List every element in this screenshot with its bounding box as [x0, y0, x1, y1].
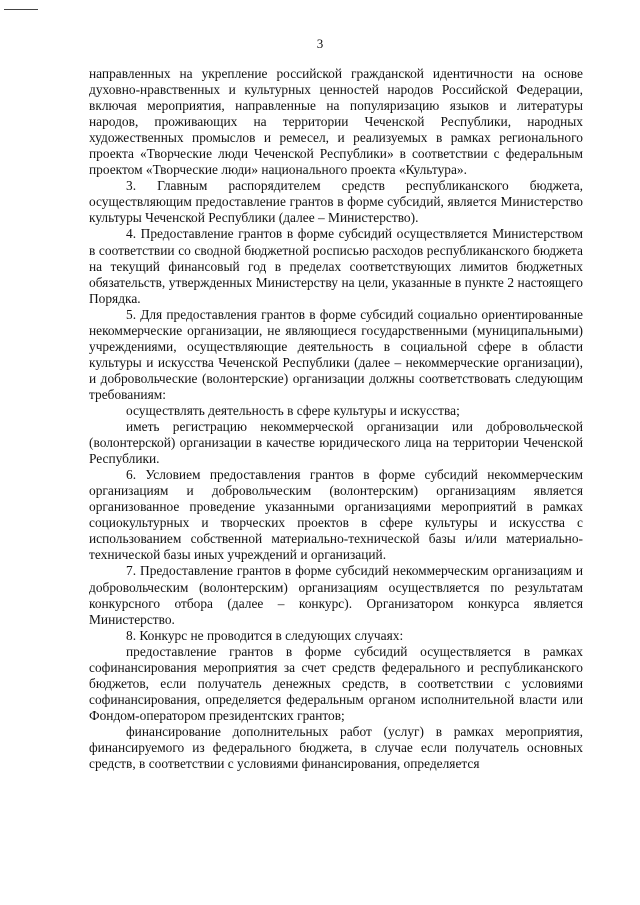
document-body: [89, 66, 583, 772]
paragraph-intro-continuation: направленных на укрепление российской гражданской идентичности на основе духовно-нравственных и культурных ценностей народов Российской Федерации, включая мероприятия, направленные на популяризацию языков и литературы народов, проживающих на территории Чеченской Республики, народных художественных промыслов и ремесел, и реализуемых в рамках регионального проекта «Творческие люди Чеченской Республики» в соответствии с федеральным проектом «Творческие люди» национального проекта «Культура».: [89, 66, 583, 178]
paragraph-requirement-2: иметь регистрацию некоммерческой организации или добровольческой (волонтерской) организации в качестве юридического лица на территории Чеченской Республики.: [89, 419, 583, 467]
paragraph-item-7: 7. Предоставление грантов в форме субсидий некоммерческим организациям и добровольческим (волонтерским) организациям осуществляется по результатам конкурсного отбора (далее – конкурс). Организатором конкурса является Министерство.: [89, 563, 583, 627]
paragraph-requirement-1: осуществлять деятельность в сфере культуры и искусства;: [126, 402, 460, 418]
paragraph-item-8: 8. Конкурс не проводится в следующих случаях:: [126, 627, 404, 643]
paragraph-item-6: 6. Условием предоставления грантов в форме субсидий некоммерческим организациям и добровольческим (волонтерским) организациям является организованное проведение указанными организациями мероприятий в рамках социокультурных и творческих проектов в сфере культуры и искусства с использованием собственной материально-технической базы и/или материально-технической базы иных учреждений и организаций.: [89, 467, 583, 563]
paragraph-case-2: финансирование дополнительных работ (услуг) в рамках мероприятия, финансируемого из федерального бюджета, в случае если получатель основных средств, в соответствии с условиями финансирования, определяется: [89, 723, 583, 772]
paragraph-item-3: 3. Главным распорядителем средств республиканского бюджета, осуществляющим предоставление грантов в форме субсидий, является Министерство культуры Чеченской Республики (далее – Министерство).: [89, 178, 583, 226]
page-number: 3: [316, 36, 324, 51]
paragraph-case-1: предоставление грантов в форме субсидий осуществляется в рамках софинансирования мероприятия за счет средств федерального и республиканского бюджетов, если получатель денежных средств, в соответствии с условиями софинансирования, определяется федеральным органом исполнительной власти или Фондом-оператором президентских грантов;: [89, 643, 583, 723]
paragraph-item-5: 5. Для предоставления грантов в форме субсидий социально ориентированные некоммерческие организации, не являющиеся государственными (муниципальными) учреждениями, осуществляющие деятельность в социальной сфере в области культуры и искусства Чеченской Республики (далее – некоммерческие организации), и добровольческие (волонтерские) организации должны соответствовать следующим требованиям:: [89, 306, 583, 402]
corner-rule: [4, 9, 38, 10]
paragraph-item-4: 4. Предоставление грантов в форме субсидий осуществляется Министерством в соответствии со сводной бюджетной росписью расходов республиканского бюджета на текущий финансовый год в пределах соответствующих лимитов бюджетных обязательств, утвержденных Министерству на цели, указанные в пункте 2 настоящего Порядка.: [89, 226, 583, 306]
